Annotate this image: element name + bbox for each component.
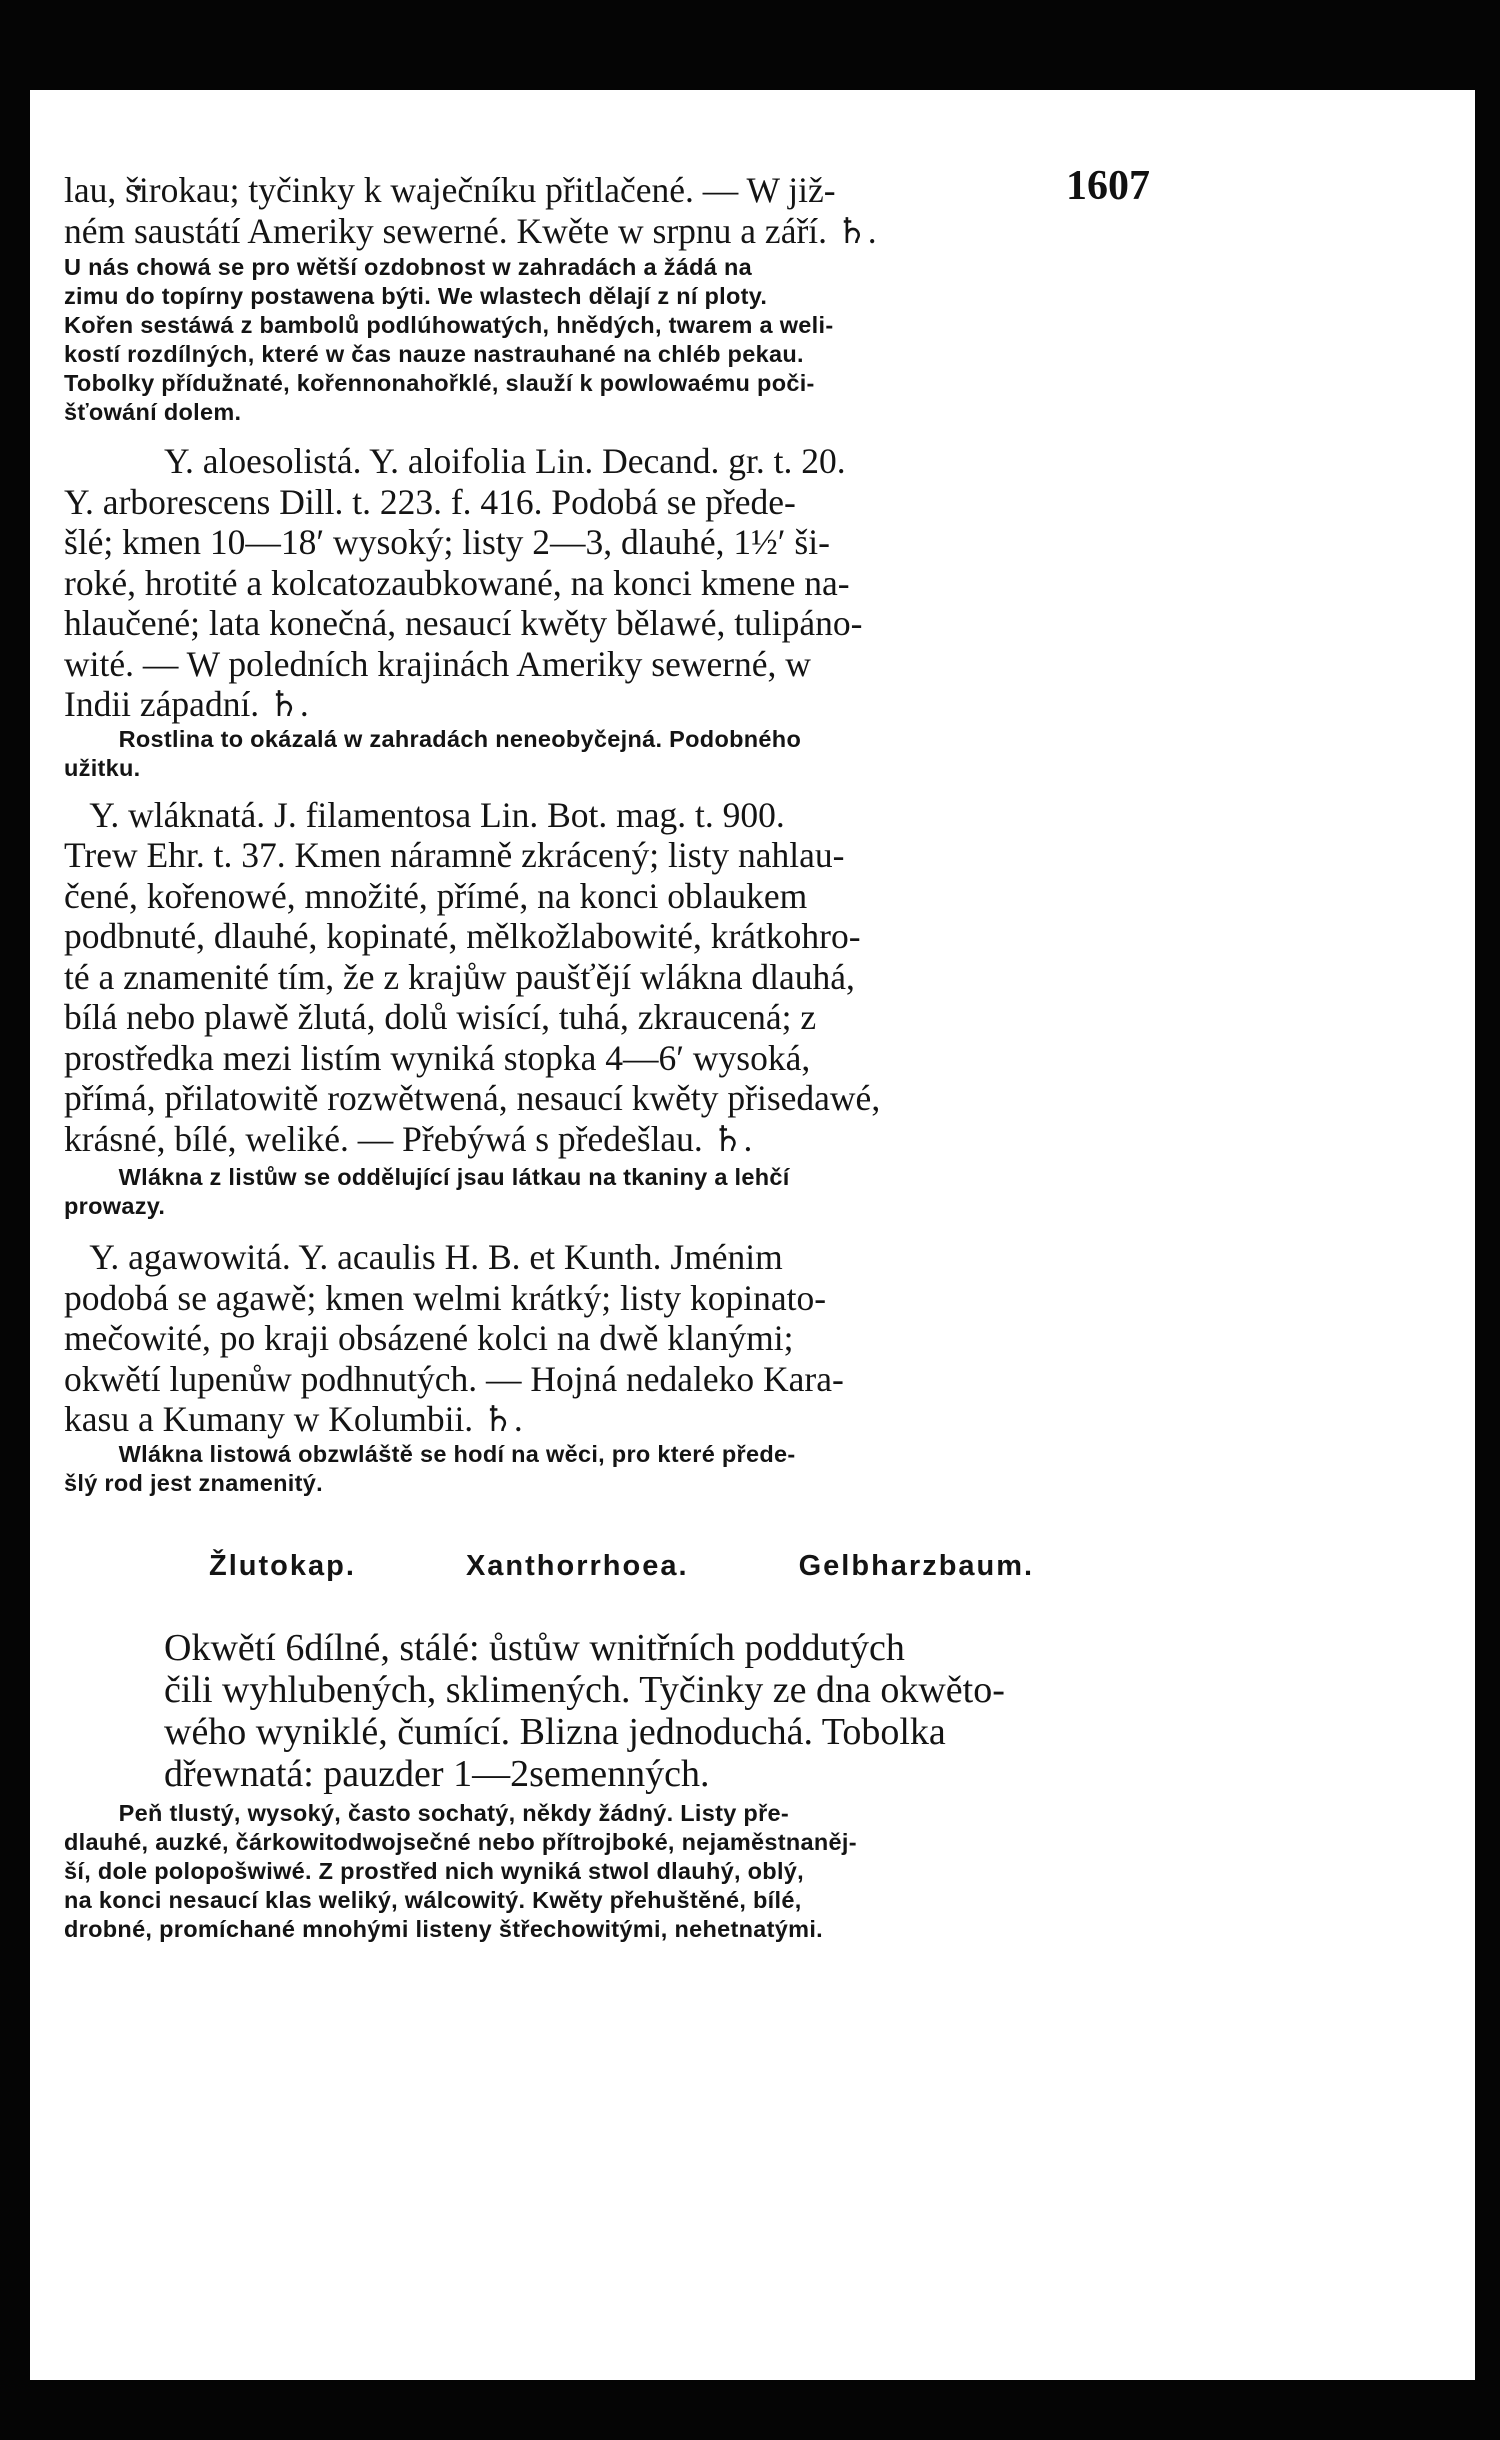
text-line: hlaučené; lata konečná, nesaucí kwěty bělawé, tulipáno- [64, 603, 863, 643]
text-line: čené, kořenowé, množité, přímé, na konci oblaukem [64, 875, 808, 916]
page-number: 1607 [1066, 163, 1150, 209]
paragraph-p4 [64, 482, 1174, 725]
text-line: podbnuté, dlauhé, kopinaté, mělkožlabowité, krátkohro- [64, 916, 861, 956]
text-line: wého wyniklé, čumící. Blizna jednoduchá. Tobolka [164, 1710, 946, 1753]
text-line: užitku. [64, 754, 141, 781]
paragraph-p5 [64, 725, 1174, 783]
text-line: lau, širokau; tyčinky k waječníku přitlačené. — W již- [64, 170, 836, 210]
text-line: čili wyhlubených, sklimených. Tyčinky ze dna okwěto- [164, 1668, 1005, 1711]
text-line: šlé; kmen 10—18′ wysoký; listy 2—3, dlauhé, 1½′ ši- [64, 522, 830, 562]
text-line: prowazy. [64, 1193, 166, 1219]
paragraph-p1 [64, 170, 1174, 251]
text-line: Wlákna listowá obzwláště se hodí na wěci, pro které přede- [64, 1440, 796, 1467]
paragraph-q2 [64, 1799, 1174, 1944]
paragraph-p2 [64, 253, 1174, 427]
text-line: dřewnatá: pauzder 1—2semenných. [164, 1752, 710, 1795]
text-line: U nás chowá se pro wětší ozdobnost w zahradách a žádá na [64, 254, 753, 280]
text-line: přímá, přilatowitě rozwětwená, nesaucí kwěty přisedawé, [64, 1078, 881, 1118]
text-line: Peň tlustý, wysoký, často sochatý, někdy žádný. Listy pře- [64, 1799, 790, 1826]
genus-name-german: Gelbharzbaum. [798, 1549, 1035, 1582]
text-line: podobá se agawě; kmen welmi krátký; listy kopinato- [64, 1277, 827, 1318]
paragraph-p7 [64, 1163, 1174, 1221]
genus-heading [209, 1550, 1174, 1583]
text-line: ném saustátí Ameriky sewerné. Kwěte w srpnu a září. ♄. [64, 210, 877, 251]
text-line: Indii západní. ♄. [64, 684, 309, 724]
scanned-page [30, 90, 1475, 2380]
text-line: bílá nebo plawě žlutá, dolů wisící, tuhá, zkraucená; z [64, 997, 817, 1037]
text-line: wité. — W poledních krajinách Ameriky sewerné, w [64, 643, 811, 684]
text-line: na konci nesaucí klas weliký, wálcowitý. Kwěty přehuštěné, bílé, [64, 1886, 802, 1913]
text-line: Y. wláknatá. J. filamentosa Lin. Bot. mag. t. 900. [64, 794, 785, 835]
text-line: ší, dole polopošwiwé. Z prostřed nich wyniká stwol dlauhý, oblý, [64, 1857, 804, 1884]
text-line: Y. agawowitá. Y. acaulis H. B. et Kunth. Jménim [64, 1237, 783, 1277]
genus-name-czech: Žlutokap. [209, 1549, 426, 1582]
text-line: dlauhé, auzké, čárkowitodwojsečné nebo přítrojboké, nejaměstnaněj- [64, 1828, 857, 1855]
text-line: okwětí lupenůw podhnutých. — Hojná nedaleko Kara- [64, 1358, 844, 1399]
genus-name-latin: Xanthorrhoea. [465, 1549, 759, 1582]
text-line: kasu a Kumany w Kolumbii. ♄. [64, 1399, 523, 1439]
text-line: té a znamenité tím, že z krajůw paušťějí wlákna dlauhá, [64, 956, 855, 997]
paragraph-p9 [64, 1440, 1174, 1498]
text-line: zimu do topírny postawena býti. We wlastech dělají z ní ploty. [64, 283, 768, 309]
text-line: drobné, promíchané mnohými listeny štřechowitými, nehetnatými. [64, 1915, 823, 1942]
text-line: Okwětí 6dílné, stálé: ůstůw wnitřních poddutých [164, 1626, 905, 1669]
paragraph-p3 [64, 441, 1174, 482]
text-line: Y. arborescens Dill. t. 223. f. 416. Podobá se přede- [64, 481, 796, 522]
text-line: Kořen sestáwá z bambolů podlúhowatých, hnědých, twarem a weli- [64, 312, 834, 338]
text-line: Rostlina to okázalá w zahradách neneobyčejná. Podobného [64, 725, 802, 752]
text-line: šlý rod jest znamenitý. [64, 1469, 323, 1496]
text-line: krásné, bílé, weliké. — Přebýwá s předešlau. ♄. [64, 1118, 753, 1159]
text-line: kostí rozdílných, které w čas nauze nastrauhané na chléb pekau. [64, 341, 804, 367]
text-line: šťowání dolem. [64, 399, 242, 425]
text-line: prostředka mezi listím wyniká stopka 4—6′ wysoká, [64, 1037, 811, 1078]
text-line: roké, hrotité a kolcatozaubkowané, na konci kmene na- [64, 562, 850, 603]
text-line: Trew Ehr. t. 37. Kmen náramně zkrácený; listy nahlau- [64, 835, 845, 875]
text-column [64, 170, 1174, 1944]
text-line: Y. aloesolistá. Y. aloifolia Lin. Decand. gr. t. 20. [164, 441, 846, 481]
text-line: mečowité, po kraji obsázené kolci na dwě klanými; [64, 1318, 794, 1358]
paragraph-p6 [64, 795, 1174, 1160]
text-line: Wlákna z listůw se oddělující jsau látkau na tkaniny a lehčí [64, 1164, 790, 1190]
paragraph-p8 [64, 1237, 1174, 1440]
paragraph-q1 [64, 1627, 1174, 1795]
text-line: Tobolky přídužnaté, kořennonahořklé, slauží k powlowaému poči- [64, 370, 815, 396]
